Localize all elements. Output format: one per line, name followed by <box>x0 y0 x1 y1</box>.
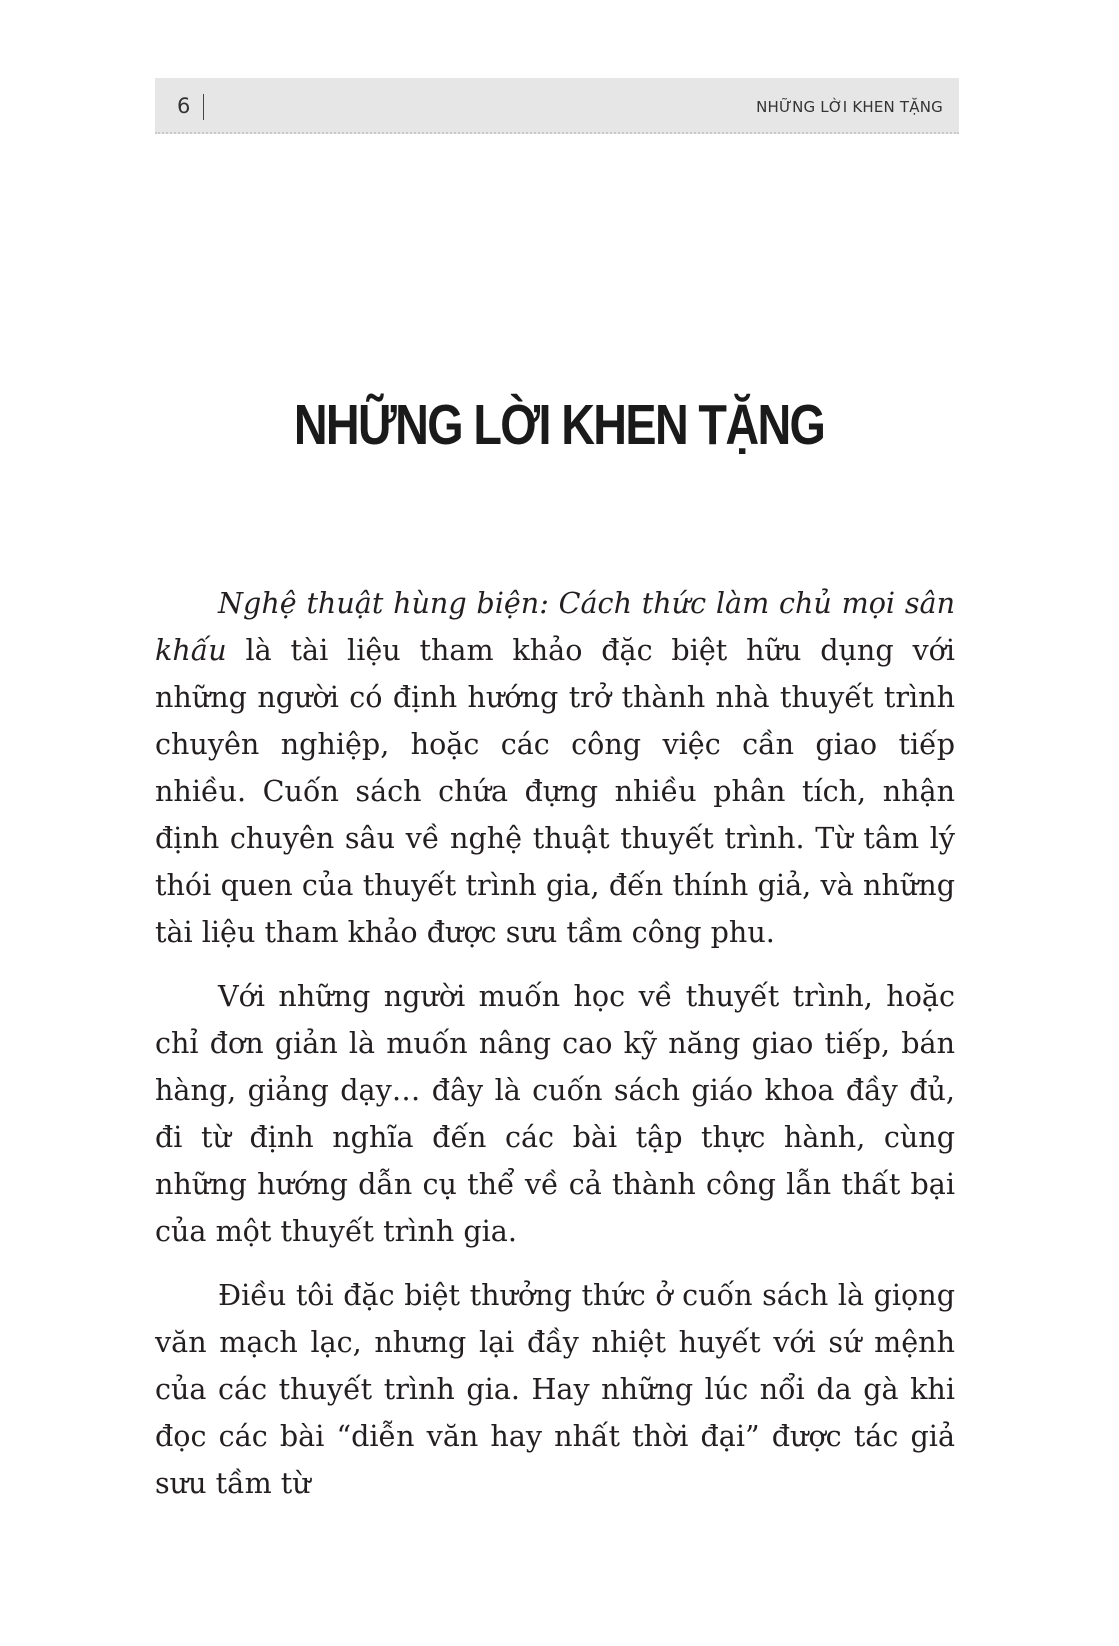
book-title: Nghệ thuật hùng biện: Cách thức làm chủ mọi sân khấu <box>155 586 955 667</box>
paragraph-1-text: là tài liệu tham khảo đặc biệt hữu dụng với những người có định hướng trở thành nhà thuyết trình chuyên nghiệp, hoặc các công việc cần giao tiếp nhiều. Cuốn sách chứa đựng nhiều phân tích, nhận định chuyên sâu về nghệ thuật thuyết trình. Từ tâm lý thói quen của thuyết trình gia, đến thính giả, và những tài liệu tham khảo được sưu tầm công phu. <box>155 633 955 949</box>
chapter-title: NHỮNG LỜI KHEN TẶNG <box>293 393 825 457</box>
paragraph-2: Với những người muốn học về thuyết trình, hoặc chỉ đơn giản là muốn nâng cao kỹ năng giao tiếp, bán hàng, giảng dạy… đây là cuốn sách giáo khoa đầy đủ, đi từ định nghĩa đến các bài tập thực hành, cùng những hướng dẫn cụ thể về cả thành công lẫn thất bại của một thuyết trình gia. <box>155 979 955 1248</box>
page-number: 6 <box>177 94 191 118</box>
paragraph-1 <box>155 580 955 956</box>
body-text <box>155 580 955 1524</box>
header-divider <box>203 94 204 120</box>
paragraph-3: Điều tôi đặc biệt thưởng thức ở cuốn sách là giọng văn mạch lạc, nhưng lại đầy nhiệt huyết với sứ mệnh của các thuyết trình gia. Hay những lúc nổi da gà khi đọc các bài “diễn văn hay nhất thời đại” được tác giả sưu tầm từ <box>155 1278 955 1500</box>
running-header <box>155 78 959 134</box>
running-title: NHỮNG LỜI KHEN TẶNG <box>756 98 943 116</box>
